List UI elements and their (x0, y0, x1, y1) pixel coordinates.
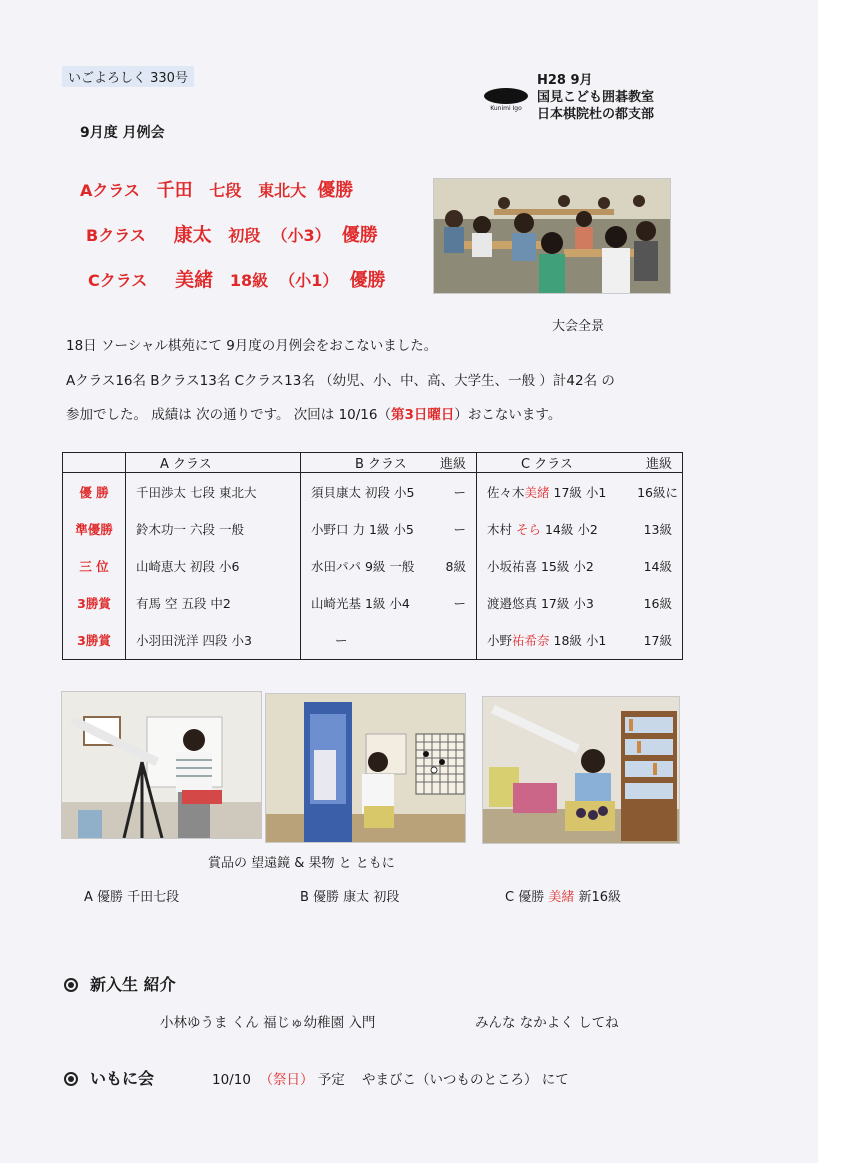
winner-b (86, 220, 378, 247)
new-student-note: みんな なかよく してね (475, 1015, 619, 1031)
table-row (63, 621, 683, 659)
cell-c (477, 548, 683, 585)
cell-b-promo: ー (453, 522, 466, 537)
intro-text: 参加でした。 成績は 次の通りです。 次回は 10/16（ (66, 407, 391, 423)
c-name-red: そら (515, 522, 541, 537)
header-b-class (301, 453, 477, 473)
cell-c-promo: 16級に (637, 484, 678, 500)
cell-b (301, 621, 477, 659)
cell-c-promo: 13級 (643, 522, 672, 537)
next-date-highlight: 第3日曜日 (391, 407, 455, 423)
header-rank (63, 453, 126, 473)
imoni-bracket: ） (300, 1072, 314, 1088)
cell-a: 小羽田洸洋 四段 小3 (126, 621, 301, 659)
imoni-details (212, 1068, 569, 1088)
go-stone-icon (484, 88, 528, 104)
table-row (63, 511, 683, 548)
winner-note: （小1） (279, 271, 339, 290)
row-rank: 準優勝 (63, 511, 126, 548)
winner-result: 優勝 (317, 180, 354, 201)
bullet-icon (64, 978, 78, 992)
row-rank: 3勝賞 (63, 621, 126, 659)
header-date: H28 9月 (537, 73, 593, 88)
c-name-red: 美緒 (524, 484, 550, 500)
winner-rank: 18級 (229, 271, 269, 290)
winner-c (88, 265, 386, 292)
cell-b-name: ー (335, 633, 348, 649)
winner-note: 東北大 (258, 181, 307, 200)
imoni-date: 10/10 (212, 1072, 251, 1088)
intro-line-3 (66, 403, 561, 423)
imoni-section (64, 1066, 154, 1089)
prize-photo-b (265, 693, 466, 843)
caption-text: 新16級 (574, 890, 622, 905)
c-name-part: 14級 小2 (541, 522, 598, 537)
cell-b-promo: 8級 (445, 558, 466, 574)
imoni-plan: 予定 (317, 1072, 345, 1088)
cell-c (477, 621, 683, 659)
header-b-label: B クラス (355, 457, 407, 472)
monthly-title: 9月度 月例会 (80, 125, 165, 141)
header-a-class: A クラス (126, 453, 301, 473)
cell-c-promo: 17級 (643, 633, 672, 649)
header-c-promo: 進級 (645, 457, 672, 472)
cell-c (477, 584, 683, 621)
bullet-icon (64, 1072, 78, 1086)
c-name-part: 佐々木 (487, 484, 525, 500)
intro-line-1: 18日 ソーシャル棋苑にて 9月度の月例会をおこないました。 (66, 338, 438, 354)
prize-photo-c (482, 696, 680, 844)
cell-a: 鈴木功一 六段 一般 (126, 511, 301, 548)
winner-class: Bクラス (86, 226, 146, 245)
imoni-holiday: 祭日 (273, 1072, 300, 1088)
row-rank: 優 勝 (63, 473, 126, 511)
prize-scene-a (62, 692, 261, 838)
caption-text: C 優勝 (505, 890, 549, 905)
winner-result: 優勝 (349, 270, 386, 291)
prize-scene-b (266, 694, 465, 842)
results-table (62, 452, 683, 660)
cell-b-name: 小野口 力 1級 小5 (311, 522, 414, 537)
winner-class: Cクラス (88, 271, 148, 290)
c-name-part: 18級 小1 (549, 633, 607, 649)
new-student-title: 新入生 紹介 (90, 975, 176, 994)
winner-name: 千田 (156, 180, 193, 201)
cell-c-name (487, 520, 598, 538)
c-name-part: 小坂祐喜 15級 小2 (487, 558, 594, 574)
cell-b (301, 473, 477, 511)
table-row (63, 473, 683, 511)
prizes-caption: 賞品の 望遠鏡 & 果物 と ともに (208, 856, 395, 871)
cell-b-name: 水田パパ 9級 一般 (311, 558, 415, 574)
header-c-class (477, 453, 683, 473)
winner-name: 康太 (173, 224, 212, 246)
c-name-part: 木村 (487, 522, 516, 537)
c-name-red: 祐希奈 (512, 633, 550, 649)
cell-c-name (487, 594, 594, 612)
cell-c-name (487, 483, 606, 501)
cell-c (477, 473, 683, 511)
cell-b-name: 山崎光基 1級 小4 (311, 595, 410, 611)
winner-rank: 七段 (209, 181, 242, 200)
prize-photo-a (61, 691, 262, 839)
winner-rank: 初段 (228, 226, 261, 245)
cell-c (477, 511, 683, 548)
logo-text: Kunimi Igo (490, 105, 522, 112)
imoni-bracket: （ (259, 1072, 273, 1088)
cell-b (301, 548, 477, 585)
c-name-part: 渡邉悠真 17級 小3 (487, 595, 594, 611)
org-name-1: 国見こども囲碁教室 (537, 90, 655, 105)
cell-c-name (487, 631, 606, 649)
org-name-2: 日本棋院杜の都支部 (537, 107, 655, 122)
header-c-label: C クラス (521, 457, 573, 472)
header-org (537, 72, 654, 123)
caption-red: 美緒 (548, 890, 575, 905)
winner-a (80, 176, 353, 202)
cell-b (301, 511, 477, 548)
header-b-promo: 進級 (439, 457, 466, 472)
row-rank: 3勝賞 (63, 584, 126, 621)
cell-c-name (487, 557, 594, 575)
imoni-place: やまびこ（いつものところ） にて (361, 1072, 569, 1088)
imoni-title: いもに会 (90, 1069, 155, 1088)
table-header-row (63, 453, 683, 473)
issue-label: いごよろしく 330号 (62, 66, 194, 87)
winner-name: 美緒 (175, 269, 214, 291)
c-name-part: 17級 小1 (549, 484, 607, 500)
prize-scene-c (483, 697, 679, 843)
winner-result: 優勝 (341, 225, 378, 246)
club-logo (484, 88, 528, 110)
cell-b-name: 須貝康太 初段 小5 (311, 484, 415, 500)
tournament-photo (433, 178, 671, 294)
intro-text: ）おこないます。 (454, 407, 562, 423)
cell-b-promo: ー (453, 484, 466, 500)
cell-a: 山崎恵大 初段 小6 (126, 548, 301, 585)
tournament-photo-caption: 大会全景 (552, 319, 605, 334)
table-row (63, 584, 683, 621)
prize-c-caption (505, 886, 621, 905)
row-rank: 三 位 (63, 548, 126, 585)
table-row (63, 548, 683, 585)
cell-c-promo: 16級 (643, 595, 672, 611)
cell-b-promo: ー (453, 595, 466, 611)
prize-a-caption: A 優勝 千田七段 (84, 890, 180, 905)
winner-class: Aクラス (80, 181, 140, 200)
c-name-part: 小野 (487, 633, 513, 649)
cell-c-promo: 14級 (643, 558, 672, 574)
new-student-section (64, 972, 176, 995)
cell-a: 有馬 空 五段 中2 (126, 584, 301, 621)
cell-b (301, 584, 477, 621)
cell-a: 千田渉太 七段 東北大 (126, 473, 301, 511)
new-student-line: 小林ゆうま くん 福じゅ幼稚園 入門 (160, 1015, 376, 1031)
intro-line-2: Aクラス16名 Bクラス13名 Cクラス13名 （幼児、小、中、高、大学生、一般 ）計42名 の (66, 373, 615, 389)
prize-b-caption: B 優勝 康太 初段 (300, 890, 400, 905)
tournament-scene (434, 179, 670, 293)
winner-note: （小3） (271, 226, 331, 245)
